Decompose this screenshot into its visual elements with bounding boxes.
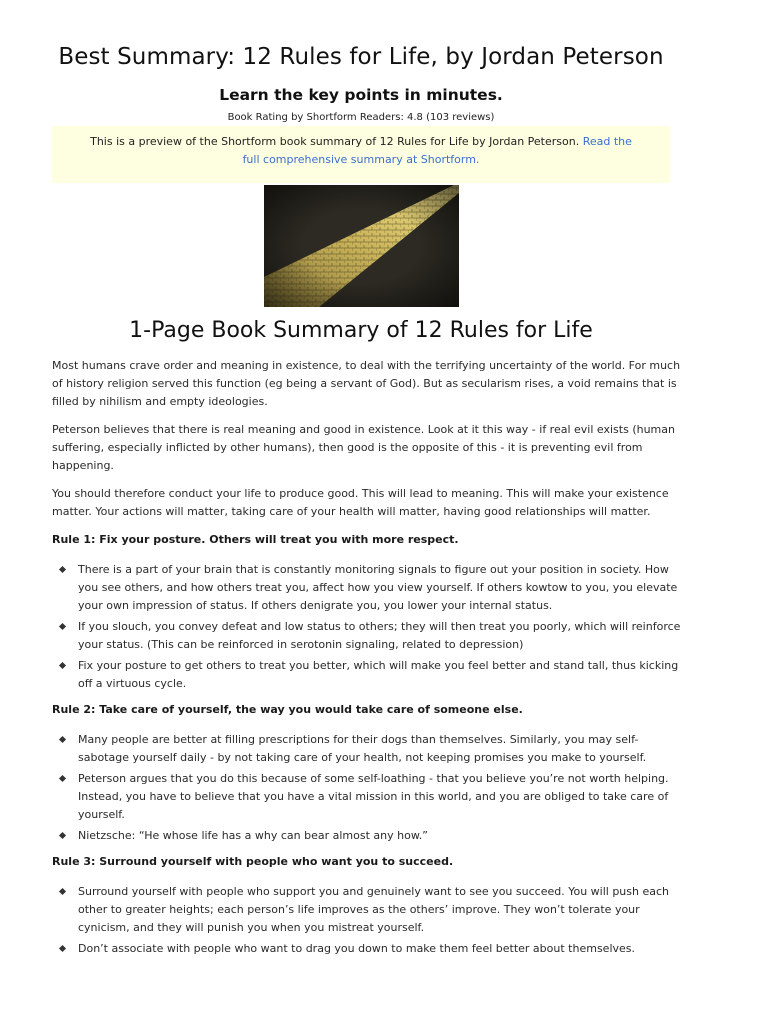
- yellow-brick-road-image: [264, 185, 459, 307]
- page-title: Best Summary: 12 Rules for Life, by Jordan Peterson: [58, 44, 664, 70]
- list-item-text: Fix your posture to get others to treat you better, which will make you feel better and stand tall, thus kicking off a virtuous cycle.: [78, 659, 679, 690]
- list-item-text: Surround yourself with people who support you and genuinely want to see you succeed. You will push each other to greater heights; each person’s life improves as the others’ improve. They won’t tolerate your cynicism, and they will punish you when you mistreat yourself.: [78, 885, 670, 934]
- bullet-diamond-icon: [59, 662, 66, 669]
- list-item-text: Nietzsche: “He whose life has a why can bear almost any how.”: [78, 829, 429, 842]
- summary-heading: 1-Page Book Summary of 12 Rules for Life: [129, 318, 593, 343]
- list-item: [52, 827, 682, 845]
- rule-1-heading: Rule 1: Fix your posture. Others will treat you with more respect.: [52, 533, 459, 546]
- summary-body: [52, 357, 682, 966]
- bullet-diamond-icon: [59, 566, 66, 573]
- bullet-diamond-icon: [59, 736, 66, 743]
- preview-notice-text: This is a preview of the Shortform book summary of 12 Rules for Life by Jordan Peterson.: [90, 135, 583, 148]
- bullet-diamond-icon: [59, 775, 66, 782]
- rule-3-heading: Rule 3: Surround yourself with people who want you to succeed.: [52, 855, 454, 868]
- page-subtitle: Learn the key points in minutes.: [219, 86, 503, 104]
- read-full-summary-link[interactable]: Read the full comprehensive summary at Shortform.: [242, 135, 632, 166]
- bullet-diamond-icon: [59, 945, 66, 952]
- summary-paragraph: Most humans crave order and meaning in existence, to deal with the terrifying uncertainty of the world. For much of history religion served this function (eg being a servant of God). But as secularism rises, a void remains that is filled by nihilism and empty ideologies.: [52, 359, 681, 408]
- rule-1-list: [52, 561, 682, 693]
- list-item: [52, 940, 682, 958]
- list-item: [52, 770, 682, 824]
- bullet-diamond-icon: [59, 623, 66, 630]
- book-rating: Book Rating by Shortform Readers: 4.8 (103 reviews): [227, 112, 495, 123]
- bullet-diamond-icon: [59, 832, 66, 839]
- list-item: [52, 883, 682, 937]
- list-item: [52, 731, 682, 767]
- list-item-text: Peterson argues that you do this because of some self-loathing - that you believe you’re not worth helping. Instead, you have to believe that you have a vital mission in this world, and you are obliged to take care of yourself.: [78, 772, 669, 821]
- summary-paragraph: Peterson believes that there is real meaning and good in existence. Look at it this way - if real evil exists (human suffering, especially inflicted by other humans), then good is the opposite of this - it is preventing evil from happening.: [52, 423, 675, 472]
- list-item-text: Don’t associate with people who want to drag you down to make them feel better about themselves.: [78, 942, 635, 955]
- list-item: [52, 657, 682, 693]
- rule-2-heading: Rule 2: Take care of yourself, the way you would take care of someone else.: [52, 703, 523, 716]
- bullet-diamond-icon: [59, 888, 66, 895]
- list-item-text: If you slouch, you convey defeat and low status to others; they will then treat you poorly, which will reinforce your status. (This can be reinforced in serotonin signaling, related to depression): [78, 620, 681, 651]
- list-item: [52, 561, 682, 615]
- list-item: [52, 618, 682, 654]
- preview-notice: [52, 126, 670, 183]
- list-item-text: Many people are better at filling prescriptions for their dogs than themselves. Similarly, you may self-sabotage yourself daily - by not taking care of your health, not keeping promises you make to yourself.: [78, 733, 647, 764]
- summary-paragraph: You should therefore conduct your life to produce good. This will lead to meaning. This will make your existence matter. Your actions will matter, taking care of your health will matter, having good relationships will matter.: [52, 487, 669, 518]
- rule-2-list: [52, 731, 682, 845]
- rule-3-list: [52, 883, 682, 958]
- list-item-text: There is a part of your brain that is constantly monitoring signals to figure out your position in society. How you see others, and how others treat you, affect how you view yourself. If others kowtow to you, you elevate your own impression of status. If others denigrate you, you lower your internal status.: [78, 563, 678, 612]
